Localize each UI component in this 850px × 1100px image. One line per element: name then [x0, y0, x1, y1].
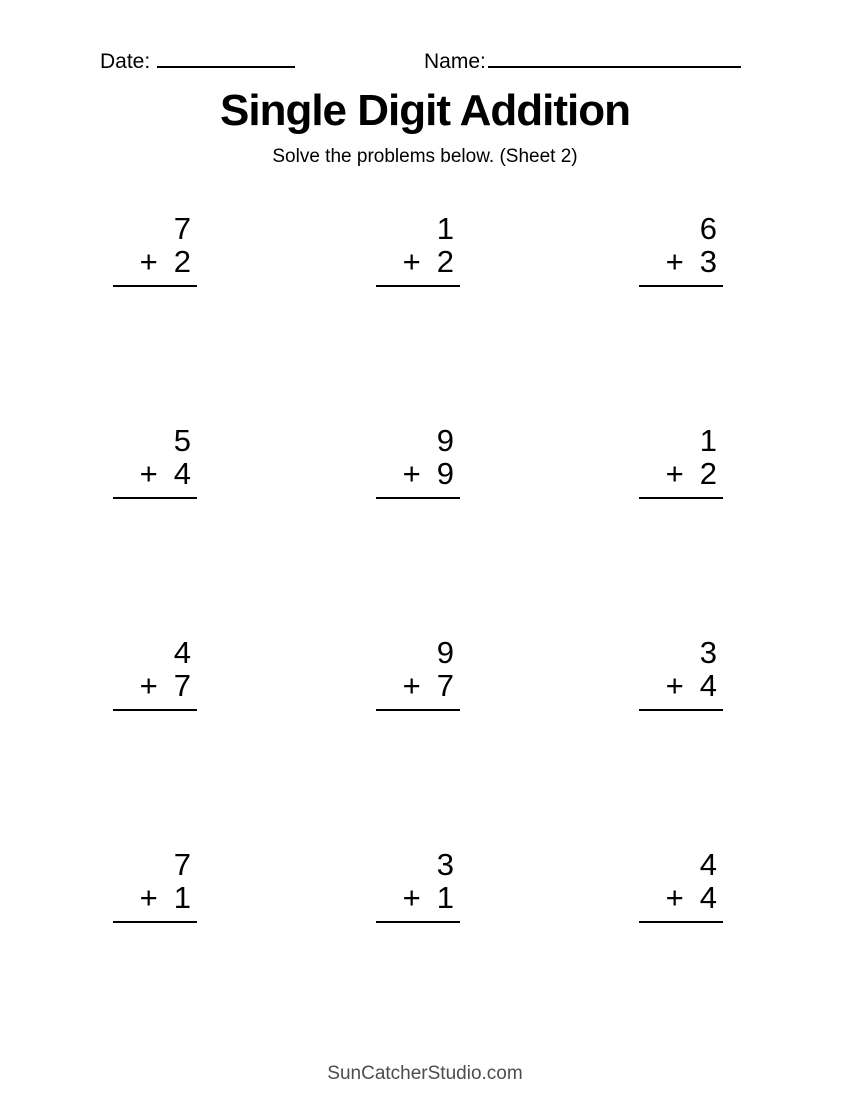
answer-line	[376, 709, 460, 711]
plus-operator: +	[139, 456, 158, 491]
name-field	[424, 50, 741, 74]
page-title: Single Digit Addition	[220, 86, 630, 135]
addend-top: 7	[173, 211, 191, 246]
addend-top: 9	[436, 423, 454, 458]
plus-operator: +	[665, 668, 684, 703]
name-blank-line	[488, 50, 741, 68]
page-subtitle: Solve the problems below. (Sheet 2)	[272, 146, 578, 167]
plus-operator: +	[665, 456, 684, 491]
answer-line	[639, 921, 723, 923]
date-blank-line	[157, 50, 295, 68]
answer-line	[376, 285, 460, 287]
answer-line	[639, 709, 723, 711]
addend-bottom: 1	[436, 880, 454, 915]
answer-line	[639, 285, 723, 287]
answer-line	[113, 497, 197, 499]
addend-bottom: 2	[173, 244, 191, 279]
plus-operator: +	[665, 880, 684, 915]
footer-credit: SunCatcherStudio.com	[327, 1063, 523, 1084]
addition-problem-3	[639, 212, 723, 287]
addend-bottom: 4	[173, 456, 191, 491]
addend-bottom: 7	[436, 668, 454, 703]
addend-top: 6	[699, 211, 717, 246]
addend-bottom: 1	[173, 880, 191, 915]
plus-operator: +	[139, 668, 158, 703]
addend-bottom: 7	[173, 668, 191, 703]
answer-line	[113, 921, 197, 923]
addend-bottom: 4	[699, 668, 717, 703]
answer-line	[113, 285, 197, 287]
plus-operator: +	[139, 880, 158, 915]
addition-problem-2	[376, 212, 460, 287]
plus-operator: +	[665, 244, 684, 279]
date-label: Date:	[100, 50, 151, 73]
answer-line	[639, 497, 723, 499]
problems-grid	[113, 212, 723, 923]
plus-operator: +	[402, 456, 421, 491]
addition-problem-9	[639, 636, 723, 711]
plus-operator: +	[402, 244, 421, 279]
addend-top: 7	[173, 847, 191, 882]
addend-bottom: 2	[436, 244, 454, 279]
addition-problem-4	[113, 424, 197, 499]
addition-problem-5	[376, 424, 460, 499]
addend-top: 9	[436, 635, 454, 670]
answer-line	[376, 921, 460, 923]
addition-problem-11	[376, 848, 460, 923]
addend-bottom: 4	[699, 880, 717, 915]
addend-top: 5	[173, 423, 191, 458]
addition-problem-8	[376, 636, 460, 711]
addend-top: 4	[699, 847, 717, 882]
addend-top: 3	[699, 635, 717, 670]
addition-problem-6	[639, 424, 723, 499]
addition-problem-1	[113, 212, 197, 287]
plus-operator: +	[402, 668, 421, 703]
addend-top: 1	[436, 211, 454, 246]
answer-line	[376, 497, 460, 499]
addition-problem-7	[113, 636, 197, 711]
addition-problem-10	[113, 848, 197, 923]
addend-bottom: 9	[436, 456, 454, 491]
addend-top: 3	[436, 847, 454, 882]
addend-bottom: 3	[699, 244, 717, 279]
plus-operator: +	[139, 244, 158, 279]
date-field	[100, 50, 295, 74]
addend-top: 4	[173, 635, 191, 670]
addend-bottom: 2	[699, 456, 717, 491]
plus-operator: +	[402, 880, 421, 915]
addend-top: 1	[699, 423, 717, 458]
name-label: Name:	[424, 50, 486, 73]
addition-problem-12	[639, 848, 723, 923]
answer-line	[113, 709, 197, 711]
